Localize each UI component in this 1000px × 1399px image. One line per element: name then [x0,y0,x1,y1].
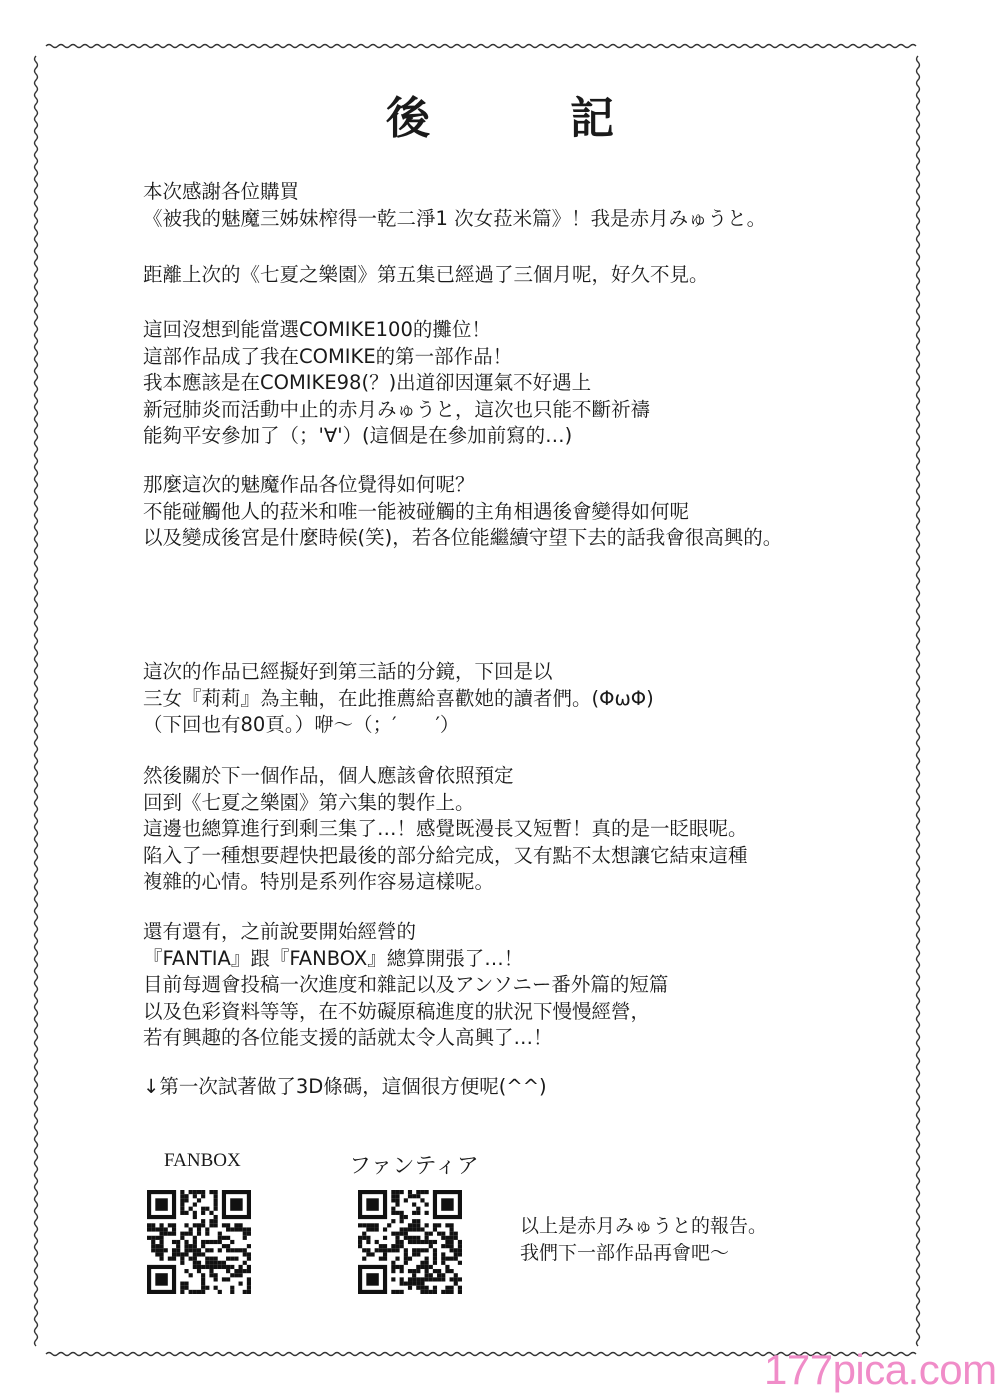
text-line: 我們下一部作品再會吧～ [520,1242,730,1264]
text-line: （下回也有80頁。）咿～（；′ ′） [143,713,460,736]
paragraph-6 [143,763,883,896]
closing-message [520,1213,767,1267]
text-line: 回到《七夏之樂園》第六集的製作上。 [143,790,475,814]
text-line: 距離上次的《七夏之樂園》第五集已經過了三個月呢，好久不見。 [143,263,709,286]
text-line: 《被我的魅魔三姊妹榨得一乾二淨1 次女菈米篇》！我是赤月みゅうと。 [143,206,767,230]
text-line: 以及色彩資料等等，在不妨礙原稿進度的狀況下慢慢經營， [143,999,651,1023]
paragraph-4 [143,472,883,552]
paragraph-2 [143,262,883,289]
site-watermark: 177pica.com [764,1346,997,1393]
paragraph-3 [143,317,883,450]
paragraph-8 [143,1074,883,1101]
text-line: 這邊也總算進行到剩三集了…！感覺既漫長又短暫！真的是一眨眼呢。 [143,817,748,840]
paragraph-1 [143,179,883,232]
text-line: 這回沒想到能當選COMIKE100的攤位！ [143,318,491,341]
text-line: 目前每週會投稿一次進度和雜記以及アンソニー番外篇的短篇 [143,973,669,996]
text-line: 那麼這次的魅魔作品各位覺得如何呢？ [143,473,475,496]
text-line: ↓第一次試著做了3D條碼，這個很方便呢(^^) [143,1075,547,1098]
text-line: 新冠肺炎而活動中止的赤月みゅうと，這次也只能不斷祈禱 [143,397,651,421]
text-line: 以上是赤月みゅうと的報告。 [520,1215,768,1237]
text-line: 複雜的心情。特別是系列作容易這樣呢。 [143,870,495,893]
fanbox-qr-code[interactable] [147,1190,251,1294]
text-line: 三女『莉莉』為主軸，在此推薦給喜歡她的讀者們。(ΦωΦ) [143,686,654,710]
page-title: 後記 [386,93,754,144]
text-line: 這次的作品已經擬好到第三話的分鏡，下回是以 [143,660,553,683]
text-line: 不能碰觸他人的菈米和唯一能被碰觸的主角相遇後會變得如何呢 [143,499,690,523]
fantia-label: ファンティア [349,1153,479,1178]
paragraph-5 [143,659,883,739]
fanbox-label: FANBOX [164,1150,241,1171]
text-line: 我本應該是在COMIKE98(？)出道卻因運氣不好遇上 [143,371,592,394]
paragraph-7 [143,919,883,1052]
fantia-qr-code[interactable] [358,1190,462,1294]
text-line: 若有興趣的各位能支援的話就太令人高興了…！ [143,1026,553,1049]
text-line: 本次感謝各位購買 [143,180,300,203]
text-line: 然後關於下一個作品，個人應該會依照預定 [143,764,514,787]
text-line: 陷入了一種想要趕快把最後的部分給完成，又有點不太想讓它結束這種 [143,843,748,867]
text-line: 能夠平安參加了（；'∀'）(這個是在參加前寫的…) [143,424,573,447]
text-line: 『FANTIA』跟『FANBOX』總算開張了…！ [143,946,524,970]
text-line: 以及變成後宮是什麼時候(笑)，若各位能繼續守望下去的話我會很高興的。 [143,526,783,549]
text-line: 還有還有，之前說要開始經營的 [143,920,417,943]
text-line: 這部作品成了我在COMIKE的第一部作品！ [143,344,513,368]
